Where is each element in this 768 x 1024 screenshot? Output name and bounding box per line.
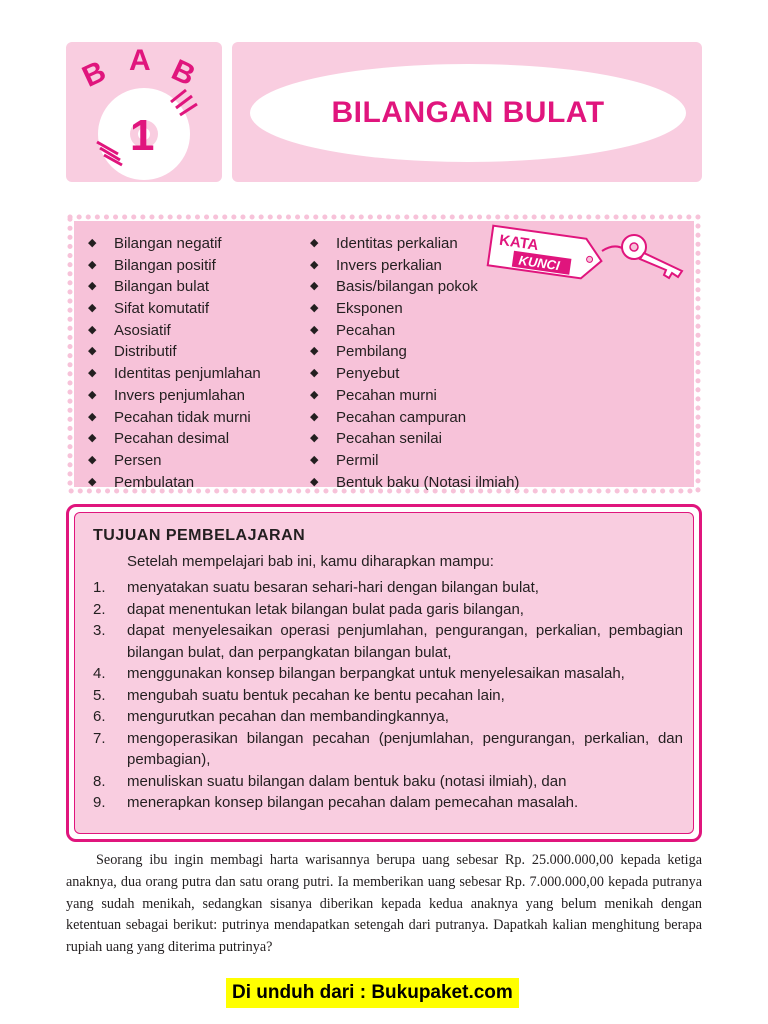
download-source-link[interactable]: Di unduh dari : Bukupaket.com — [226, 978, 519, 1008]
objective-number: 7. — [93, 729, 106, 747]
keyword-text: Permil — [336, 451, 379, 469]
diamond-bullet-icon: ◆ — [310, 302, 319, 315]
objective-item — [93, 620, 683, 663]
keyword-text: Pecahan tidak murni — [114, 408, 251, 426]
keyword-item — [88, 276, 261, 298]
keyword-text: Bilangan negatif — [114, 235, 222, 252]
keyword-item — [310, 320, 519, 342]
chapter-title: BILANGAN BULAT — [331, 96, 605, 129]
diamond-bullet-icon: ◆ — [88, 280, 97, 293]
keyword-text: Sifat komutatif — [114, 300, 210, 318]
diamond-bullet-icon: ◆ — [88, 410, 97, 423]
keyword-text: Persen — [114, 451, 162, 469]
objectives-intro: Setelah mempelajari bab ini, kamu diharapkan mampu: — [127, 553, 494, 570]
objective-number: 9. — [93, 794, 106, 811]
bab-letter-a: A — [129, 44, 151, 77]
keyword-item — [88, 472, 261, 494]
keyword-item — [88, 450, 261, 472]
keyword-text: Bilangan bulat — [114, 278, 210, 296]
diamond-bullet-icon: ◆ — [310, 388, 319, 401]
objective-item — [93, 685, 683, 707]
keyword-item — [88, 233, 261, 255]
keywords-left-column — [88, 233, 261, 493]
diamond-bullet-icon: ◆ — [310, 367, 319, 380]
keyword-item — [310, 472, 519, 494]
objective-item — [93, 771, 683, 793]
tag-line2: KUNCI — [517, 252, 561, 274]
keyword-item — [88, 428, 261, 450]
objectives-list — [93, 577, 683, 814]
keyword-item — [310, 341, 519, 363]
diamond-bullet-icon: ◆ — [310, 345, 319, 358]
diamond-bullet-icon: ◆ — [88, 323, 97, 336]
objective-number: 8. — [93, 772, 106, 790]
objective-text: menuliskan suatu bilangan dalam bentuk baku (notasi ilmiah), dan — [127, 772, 567, 790]
chapter-badge-graphic — [66, 42, 222, 182]
diamond-bullet-icon: ◆ — [88, 345, 97, 358]
diamond-bullet-icon: ◆ — [310, 410, 319, 423]
objective-text: menggunakan konsep bilangan berpangkat untuk menyelesaikan masalah, — [127, 665, 625, 682]
objective-number: 2. — [93, 600, 106, 618]
diamond-bullet-icon: ◆ — [310, 432, 319, 445]
keyword-item — [310, 385, 519, 407]
keyword-text: Eksponen — [336, 300, 403, 318]
keyword-text: Bentuk baku (Notasi ilmiah) — [336, 473, 520, 491]
keyword-text: Pembilang — [336, 343, 407, 361]
keyword-text: Pecahan desimal — [114, 430, 230, 448]
learning-objectives-inner — [74, 512, 694, 834]
diamond-bullet-icon: ◆ — [88, 453, 97, 466]
objective-item — [93, 663, 683, 685]
objective-number: 4. — [93, 665, 106, 682]
objective-text: menyatakan suatu besaran sehari-hari dengan bilangan bulat, — [127, 579, 539, 596]
objective-text: dapat menyelesaikan operasi penjumlahan, pengurangan, perkalian, pembagian bilangan bulat, dan perpangkatan bilangan bulat, — [127, 622, 683, 661]
tag-line1: KATA — [498, 231, 540, 255]
diamond-bullet-icon: ◆ — [310, 258, 319, 271]
diamond-bullet-icon: ◆ — [310, 475, 319, 488]
objective-item — [93, 728, 683, 771]
diamond-bullet-icon: ◆ — [310, 453, 319, 466]
kata-kunci-key-tag — [484, 223, 694, 283]
keyword-item — [88, 298, 261, 320]
objective-number: 1. — [93, 579, 106, 596]
diamond-bullet-icon: ◆ — [310, 280, 319, 293]
diamond-bullet-icon: ◆ — [88, 237, 97, 249]
intro-paragraph: Seorang ibu ingin membagi harta warisannya berupa uang sebesar Rp. 25.000.000,00 kepada ketiga anaknya, dua orang putra dan satu orang putri. Ia memberikan uang sebesar Rp. 7.000.000,00 kepada putranya yang sudah menikah, sedangkan sisanya diberikan kepada kedua anaknya yang belum menikah dengan ketentuan sebagai berikut: putrinya mendapatkan setengah dari putranya. Dapatkah kalian menghitung berapa rupiah uang yang diterima putrinya? — [66, 852, 702, 956]
objective-text: dapat menentukan letak bilangan bulat pada garis bilangan, — [127, 600, 524, 618]
chapter-number: 1 — [130, 111, 155, 160]
diamond-bullet-icon: ◆ — [88, 432, 97, 445]
keyword-text: Asosiatif — [114, 321, 171, 339]
learning-objectives-panel — [66, 504, 702, 842]
diamond-bullet-icon: ◆ — [88, 258, 97, 271]
keyword-item — [88, 363, 261, 385]
diamond-bullet-icon: ◆ — [88, 367, 97, 380]
keyword-text: Identitas penjumlahan — [114, 365, 261, 383]
keyword-text: Distributif — [114, 343, 177, 361]
keyword-text: Pecahan murni — [336, 386, 437, 404]
title-oval — [250, 64, 686, 162]
keyword-item — [88, 320, 261, 342]
diamond-bullet-icon: ◆ — [88, 388, 97, 401]
bab-letter-b1: B — [77, 54, 111, 94]
bab-letter-b2: B — [166, 53, 201, 93]
objective-item — [93, 706, 683, 728]
objective-text: menerapkan konsep bilangan pecahan dalam pemecahan masalah. — [127, 794, 579, 811]
keyword-item — [310, 298, 519, 320]
keyword-item — [88, 385, 261, 407]
diamond-bullet-icon: ◆ — [310, 237, 319, 249]
objective-text: mengurutkan pecahan dan membandingkannya, — [127, 708, 449, 725]
keyword-text: Identitas perkalian — [336, 235, 458, 252]
objective-item — [93, 792, 683, 814]
objective-text: mengubah suatu bentuk pecahan ke bentu pecahan lain, — [127, 686, 505, 704]
diamond-bullet-icon: ◆ — [310, 323, 319, 336]
key-icon — [602, 235, 682, 278]
keyword-text: Pecahan senilai — [336, 430, 442, 448]
keyword-text: Bilangan positif — [114, 256, 216, 274]
objectives-title: TUJUAN PEMBELAJARAN — [93, 527, 306, 544]
chapter-badge — [66, 42, 222, 182]
objective-text: mengoperasikan bilangan pecahan (penjumlahan, pengurangan, perkalian, dan pembagian), — [127, 729, 683, 768]
keyword-text: Invers penjumlahan — [114, 386, 245, 404]
diamond-bullet-icon: ◆ — [88, 475, 97, 488]
objective-number: 5. — [93, 686, 106, 704]
keyword-item — [88, 407, 261, 429]
keyword-text: Pembulatan — [114, 473, 195, 491]
objective-number: 3. — [93, 622, 106, 639]
keyword-text: Invers perkalian — [336, 256, 442, 274]
keyword-item — [310, 407, 519, 429]
keywords-panel — [66, 213, 702, 495]
keyword-item — [88, 255, 261, 277]
objective-number: 6. — [93, 708, 106, 725]
keywords-inner — [74, 221, 694, 491]
keyword-text: Basis/bilangan pokok — [336, 278, 478, 296]
diamond-bullet-icon: ◆ — [88, 302, 97, 315]
objective-item — [93, 577, 683, 599]
title-panel — [232, 42, 702, 182]
keyword-text: Penyebut — [336, 365, 400, 383]
keyword-item — [88, 341, 261, 363]
keyword-item — [310, 428, 519, 450]
keyword-item — [310, 450, 519, 472]
keyword-text: Pecahan campuran — [336, 408, 467, 426]
keyword-item — [310, 363, 519, 385]
objective-item — [93, 599, 683, 621]
keyword-text: Pecahan — [336, 321, 396, 339]
